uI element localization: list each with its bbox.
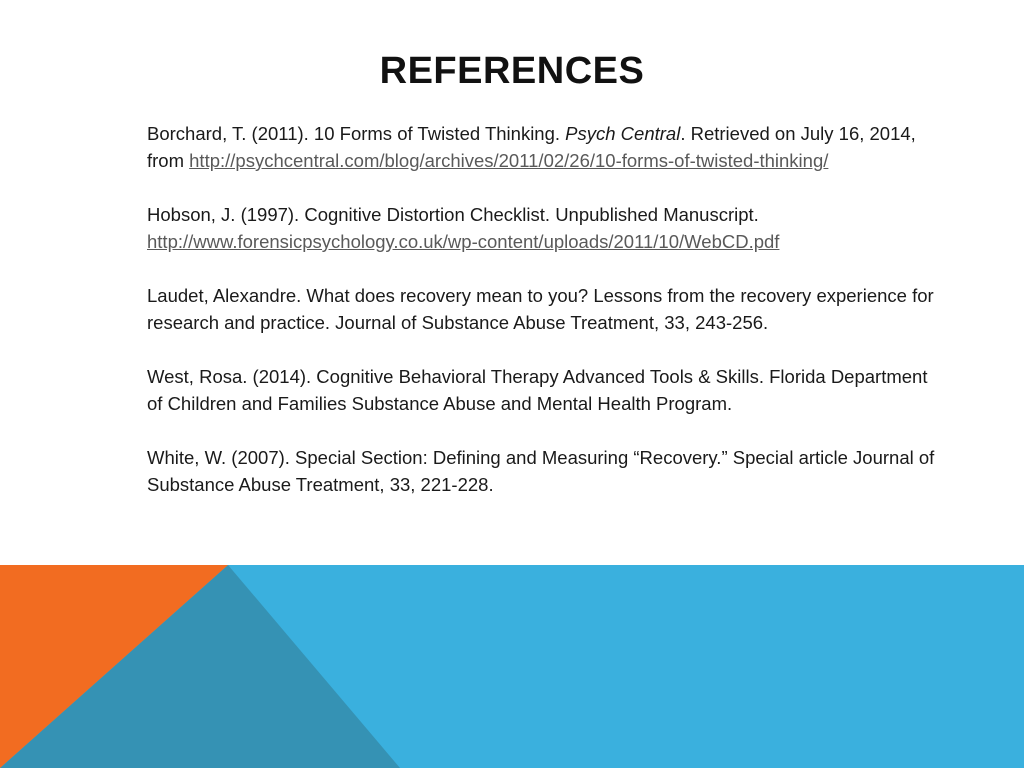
journal-title: Psych Central <box>565 123 681 144</box>
reference-text: West, Rosa. (2014). Cognitive Behavioral Therapy Advanced Tools & Skills. Florida Department of Children and Families Substance Abuse and Mental Health Program. <box>147 366 928 414</box>
reference-link[interactable]: http://www.forensicpsychology.co.uk/wp-content/uploads/2011/10/WebCD.pdf <box>147 231 780 252</box>
reference-text: Laudet, Alexandre. What does recovery mean to you? Lessons from the recovery experience for research and practice. Journal of Substance Abuse Treatment, 33, 243-256. <box>147 285 934 333</box>
reference-list <box>147 120 947 525</box>
reference-text: Borchard, T. (2011). 10 Forms of Twisted Thinking. <box>147 123 566 144</box>
reference-borchard <box>147 120 947 174</box>
reference-link[interactable]: http://psychcentral.com/blog/archives/2011/02/26/10-forms-of-twisted-thinking/ <box>189 150 829 171</box>
reference-hobson <box>147 201 947 255</box>
reference-white <box>147 444 947 498</box>
reference-text: Hobson, J. (1997). Cognitive Distortion Checklist. Unpublished Manuscript. <box>147 204 759 225</box>
decorative-footer-band <box>0 565 1024 768</box>
reference-west <box>147 363 947 417</box>
page-title: REFERENCES <box>379 50 645 92</box>
reference-text: . Retrieved on July 16, 2014, from <box>147 123 916 171</box>
reference-laudet <box>147 282 947 336</box>
reference-text: White, W. (2007). Special Section: Defining and Measuring “Recovery.” Special article Journal of Substance Abuse Treatment, 33, 221-228. <box>147 447 935 495</box>
